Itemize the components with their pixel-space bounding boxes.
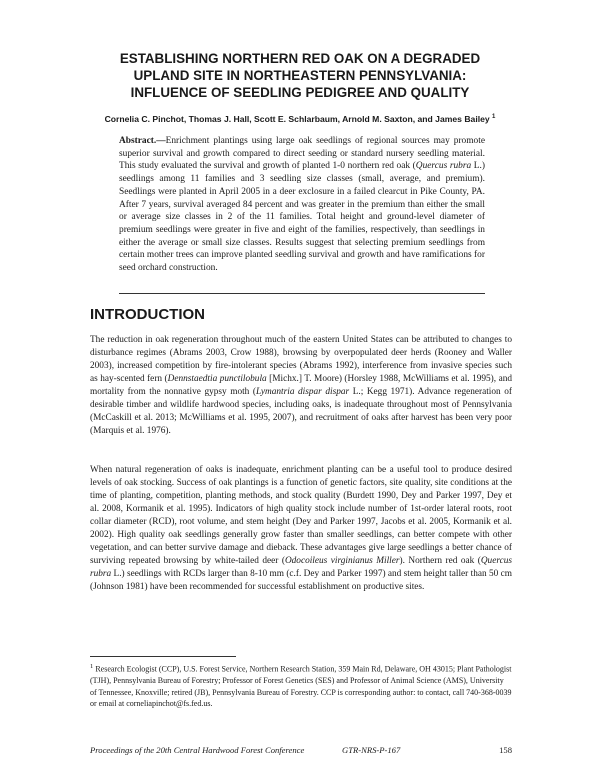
- abstract-text-1: Enrichment plantings using large oak seedlings of regional sources may promote superior survival and growth compared to direct seeding or standard nursery seedling material. This study evaluated the survival and growth of planted 1-0 northern red oak (: [119, 136, 485, 172]
- intro-paragraph-2: [90, 464, 512, 594]
- p2-text-3: L.) seedlings with RCDs larger than 8-10 mm (c.f. Dey and Parker 1997) and stem height taller than 50 cm (Johnson 1981) have been recommended for successful establishment on productive sites.: [90, 568, 512, 592]
- page-number: 158: [499, 745, 512, 755]
- abstract-divider: [119, 293, 485, 294]
- footer-proceedings: Proceedings of the 20th Central Hardwood Forest Conference: [90, 745, 305, 755]
- author-list: [40, 111, 560, 125]
- p1-text-1: The reduction in oak regeneration throughout much of the eastern United States can be attributed to changes to disturbance regimes (Abrams 2003, Crow 1988), browsing by overpopulated deer herds (Rooney and Waller 2003), increased competition by fire-intolerant species (Abrams 1992), interference from invasive species such as hay-scented fern (: [90, 335, 512, 384]
- abstract: [119, 135, 485, 275]
- p2-species-2: Quercus rubra: [90, 555, 512, 579]
- p1-species-2: Lymantria dispar dispar: [256, 386, 350, 397]
- p2-species-1: Odocoileus virginianus Miller: [284, 555, 400, 566]
- section-heading-introduction: INTRODUCTION: [90, 306, 205, 323]
- paper-title: [60, 50, 540, 101]
- p1-text-3: L.; Kegg 1971). Advance regeneration of desirable timber and wildlife hardwood species, including oaks, is inadequate throughout most of Pennsylvania (McCaskill et al. 2013; McWilliams et al. 1995, 2007), and recruitment of oaks after harvest has been very poor (Marquis et al. 1976).: [90, 386, 512, 436]
- footnote-divider: [90, 656, 236, 657]
- author-footnote-mark: 1: [492, 114, 496, 120]
- title-line-1: ESTABLISHING NORTHERN RED OAK ON A DEGRADED: [119, 51, 481, 66]
- p2-text-2: ). Northern red oak (: [399, 555, 481, 566]
- title-line-3: INFLUENCE OF SEEDLING PEDIGREE AND QUALITY: [130, 85, 470, 100]
- p2-text-1: When natural regeneration of oaks is inadequate, enrichment planting can be a useful tool to produce desired levels of oak stocking. Success of oak plantings is a function of genetic factors, site quality, site conditions at the time of planting, competition, planting methods, and stock quality (Burdett 1990, Dey and Parker 1997, Dey et al. 2008, Kormanik et al. 1995). Indicators of high quality stock include number of 1st-order lateral roots, root collar diameter (RCD), root volume, and stem height (Dey and Parker 1997, Jacobs et al. 2005, Kormanik et al. 2002). High quality oak seedlings generally grow faster than smaller seedlings, can better compete with other vegetation, and can better survive damage and dieback. These advantages give large seedlings a better chance of surviving repeated browsing by white-tailed deer (: [90, 465, 512, 566]
- p1-species-1: Dennstaedtia punctilobula: [167, 373, 267, 384]
- footnote-text: Research Ecologist (CCP), U.S. Forest Service, Northern Research Station, 359 Main Rd, Delaware, OH 43015; Plant Pathologist (TJH), Pennsylvania Bureau of Forestry; Professor of Forest Genetics (SES) and Professor of Animal Science (AMS), University of Tennessee, Knoxville; retired (JB), Pennsylvania Bureau of Forestry. CCP is corresponding author: to contact, call 740-368-0039 or email at corneliapinchot@fs.fed.us.: [90, 664, 512, 709]
- footnote: [90, 661, 512, 710]
- footnote-mark: 1: [90, 663, 94, 670]
- abstract-species-name: Quercus rubra: [415, 161, 472, 172]
- footer-report-number: GTR-NRS-P-167: [342, 745, 401, 755]
- abstract-text-2: L.) seedlings among 11 families and 3 seedling size classes (small, average, and premium). Seedlings were planted in April 2005 in a deer exclosure in a failed clearcut in Pike County, PA. After 7 years, survival averaged 84 percent and was greater in the premium than either the small or average size classes in 2 of the 11 families. Total height and ground-level diameter of premium seedlings were greater in five and eight of the families, respectively, than seedlings in either the average or small size classes. Results suggest that selecting premium seedlings from certain mother trees can improve planted seedling survival and growth and have ramifications for seed orchard construction.: [119, 161, 485, 274]
- authors-text: Cornelia C. Pinchot, Thomas J. Hall, Scott E. Schlarbaum, Arnold M. Saxton, and James Bailey: [104, 113, 490, 124]
- p1-text-2: [Michx.] T. Moore) (Horsley 1988, McWilliams et al. 1995), and mortality from the nonnative gypsy moth (: [90, 373, 512, 397]
- intro-paragraph-1: [90, 334, 512, 438]
- title-line-2: UPLAND SITE IN NORTHEASTERN PENNSYLVANIA:: [133, 68, 467, 83]
- abstract-label: Abstract.—: [119, 136, 166, 146]
